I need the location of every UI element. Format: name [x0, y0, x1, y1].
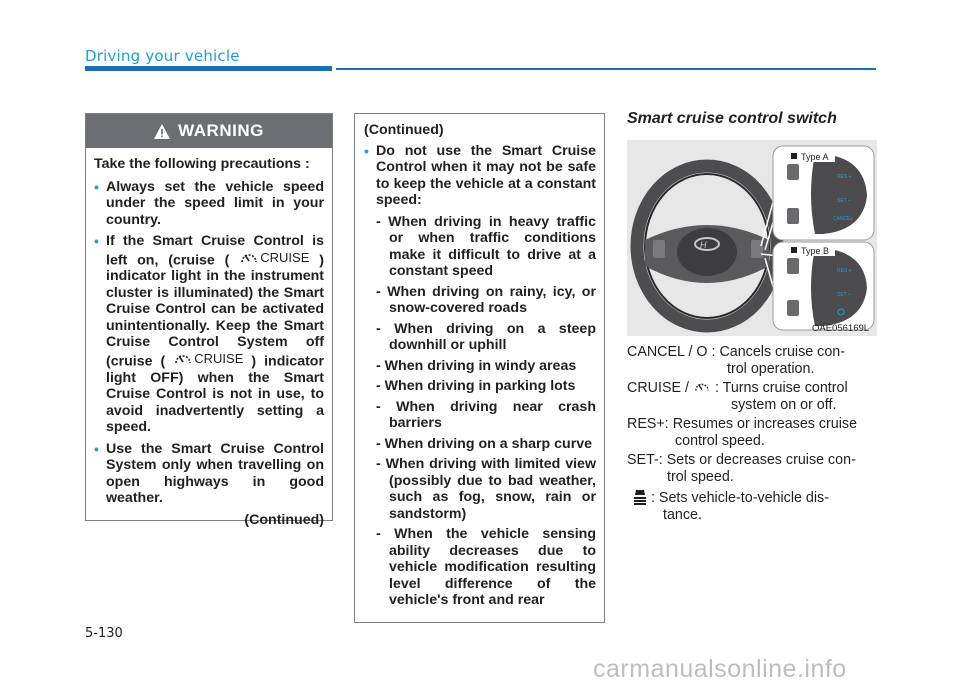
condition-item: - When driving near crash barriers — [376, 398, 596, 431]
warning-bullet: • Use the Smart Cruise Control System only when travelling on open highways in good weather. — [94, 440, 324, 506]
condition-item: - When driving on a steep downhill or uphill — [376, 320, 596, 353]
cruise-speedometer-icon — [173, 351, 193, 367]
condition-item: - When driving on a sharp curve — [376, 435, 592, 452]
condition-item: - When driving on rainy, icy, or snow-covered roads — [376, 283, 596, 316]
continued-heading: (Continued) — [364, 122, 444, 138]
watermark: carmanualsonline.info — [593, 655, 847, 683]
cruise-indicator: CRUISE — [239, 250, 309, 267]
res-label: RES + — [837, 174, 852, 180]
res-description: RES+: Resumes or increases cruise control speed. — [627, 416, 858, 449]
cruise-description: CRUISE / : Turns cruise control system on or off. — [627, 380, 848, 413]
steering-wheel-figure — [627, 140, 877, 336]
condition-item: - When driving in heavy traffic or when traffic conditions make it difficult to drive at a constant speed — [376, 213, 596, 279]
warning-header — [86, 114, 332, 148]
condition-item: - When driving in parking lots — [376, 378, 576, 394]
cruise-speedometer-icon — [693, 380, 711, 394]
warning-triangle-icon — [154, 124, 170, 139]
warning-intro: Take the following precautions : — [94, 156, 310, 172]
steering-wheel-illustration — [627, 140, 877, 336]
section-title: Driving your vehicle — [85, 47, 240, 65]
cancel-label: CANCEL — [833, 216, 854, 222]
set-label: SET − — [837, 198, 851, 204]
warning-box — [85, 113, 333, 528]
condition-item: - When driving in windy areas — [376, 357, 577, 374]
distance-description: : Sets vehicle-to-vehicle dis- tance. — [633, 489, 829, 524]
warning-bullet: • Always set the vehicle speed under the speed limit in your country. — [94, 178, 324, 228]
type-b-label: Type B — [801, 246, 830, 256]
header-rule-bar — [85, 66, 332, 71]
warning-bullet: • If the Smart Cruise Control is left on, (cruise ( CRUISE ) indicator light in the instrument cluster is illuminated) the Smart Cruise Control can be activated unintentionally. Keep the Smart Cruise Control System off (cruise ( CRUISE ) indicator light OFF) when the Smart Cruise Control is not in use, to avoid inadvertently setting a speed. — [94, 233, 324, 435]
page-number: 5-130 — [85, 626, 123, 641]
continued-box — [354, 113, 605, 623]
cruise-speedometer-icon — [239, 250, 259, 266]
continued-bullet: • Do not use the Smart Cruise Control when it may not be safe to keep the vehicle at a constant speed: — [364, 142, 596, 208]
warning-heading: WARNING — [178, 121, 264, 140]
type-a-label: Type A — [801, 152, 829, 162]
switch-section-title: Smart cruise control switch — [627, 110, 837, 127]
svg-text:H: H — [700, 240, 707, 250]
res-label: RES + — [837, 268, 852, 274]
header-rule-line — [336, 68, 876, 70]
condition-item: - When the vehicle sensing ability decreases due to vehicle modification resulting level difference of the vehicle's front and rear — [376, 526, 596, 608]
cancel-description: CANCEL / O : Cancels cruise con- trol operation. — [627, 344, 845, 377]
continued-label: (Continued) — [244, 511, 324, 528]
set-description: SET-: Sets or decreases cruise con- trol speed. — [627, 452, 856, 485]
set-label: SET − — [837, 292, 851, 298]
condition-item: - When driving with limited view (possibly due to bad weather, such as fog, snow, rain or sandstorm) — [376, 456, 596, 522]
cruise-indicator: CRUISE — [173, 351, 243, 368]
vehicle-distance-icon — [633, 489, 647, 505]
figure-code: OAE056169L — [812, 323, 870, 334]
